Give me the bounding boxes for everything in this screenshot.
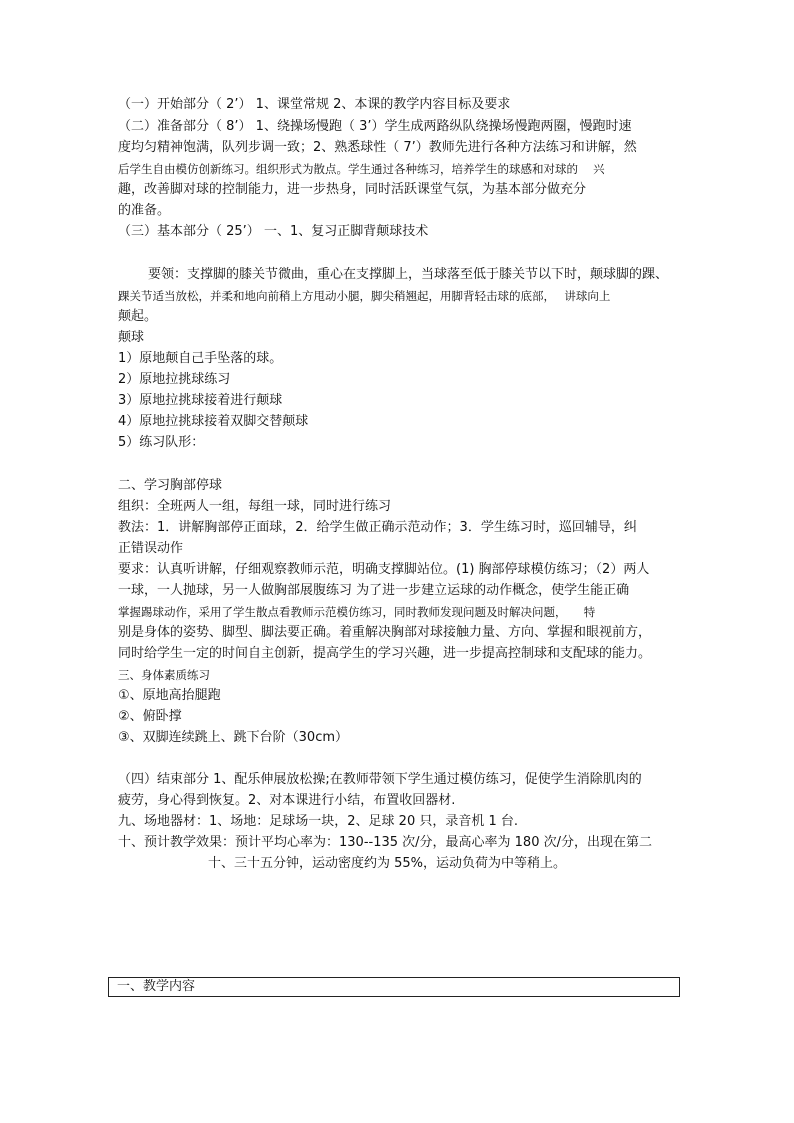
text-line: 十、三十五分钟，运动密度约为 55%，运动负荷为中等稍上。 — [208, 856, 567, 871]
list-item: 1）原地颠自己手坠落的球。 — [118, 351, 283, 366]
text-line: 教法：1．讲解胸部停正面球，2．给学生做正确示范动作；3．学生练习时，巡回辅导，纠 — [118, 520, 637, 535]
text-line: 一球，一人抛球，另一人做胸部展腹练习 为了进一步建立运球的动作概念，使学生能正确 — [118, 583, 630, 598]
text-line: 度均匀精神饱满，队列步调一致；2、熟悉球性（ 7’）教师先进行各种方法练习和讲解，然 — [118, 140, 637, 155]
text-line: 别是身体的姿势、脚型、脚法要正确。着重解决胸部对球接触力量、方向、掌握和眼视前方， — [118, 625, 652, 640]
text-line: 要领：支撑脚的膝关节微曲，重心在支撑脚上，当球落至低于膝关节以下时，颠球脚的踝、 — [148, 267, 669, 282]
text-line: 正错误动作 — [118, 541, 184, 556]
list-item: 3）原地拉挑球接着进行颠球 — [118, 393, 283, 408]
text-line: 十、预计教学效果：预计平均心率为：130--135 次/分，最高心率为 180 次/分，出现在第二 — [118, 835, 652, 850]
text-line: 疲劳，身心得到恢复。2、对本课进行小结，布置收回器材. — [118, 793, 456, 808]
text-line: 后学生自由模仿创新练习。组织形式为散点。学生通过各种练习，培养学生的球感和对球的 兴 — [118, 162, 605, 176]
text-line: 的准备。 — [118, 203, 171, 218]
text-line: 二、学习胸部停球 — [118, 478, 223, 493]
text-line: 同时给学生一定的时间自主创新，提高学生的学习兴趣，进一步提高控制球和支配球的能力。 — [118, 646, 652, 661]
list-item: ①、原地高抬腿跑 — [118, 688, 221, 703]
list-item: ③、双脚连续跳上、跳下台阶（30cm） — [118, 730, 349, 745]
table-header-label: 一、教学内容 — [117, 979, 196, 994]
text-line: （三）基本部分（ 25’） 一、1、复习正脚背颠球技术 — [118, 224, 429, 239]
text-line: 要求：认真听讲解，仔细观察教师示范，明确支撑脚站位。(1) 胸部停球模仿练习；（2）两人 — [118, 562, 650, 577]
text-line: 掌握踢球动作，采用了学生散点看教师示范模仿练习，同时教师发现问题及时解决问题， 特 — [118, 605, 596, 619]
list-item: 2）原地拉挑球练习 — [118, 372, 231, 387]
text-line: 组织：全班两人一组，每组一球，同时进行练习 — [118, 499, 392, 514]
text-line: 踝关节适当放松，并柔和地向前稍上方甩动小腿，脚尖稍翘起，用脚背轻击球的底部， 讲球向上 — [118, 289, 611, 303]
text-line: 趣，改善脚对球的控制能力，进一步热身，同时活跃课堂气氛，为基本部分做充分 — [118, 182, 587, 197]
list-item: 4）原地拉挑球接着双脚交替颠球 — [118, 414, 309, 429]
list-item: ②、俯卧撑 — [118, 709, 182, 724]
text-line: 九、场地器材：1、场地：足球场一块，2、足球 20 只，录音机 1 台. — [118, 814, 519, 829]
text-line: （二）准备部分（ 8’） 1、绕操场慢跑（ 3’）学生成两路纵队绕操场慢跑两圈，慢跑时速 — [118, 119, 632, 134]
text-line: （四）结束部分 1、配乐伸展放松操;在教师带领下学生通过模仿练习，促使学生消除肌肉的 — [118, 772, 642, 787]
text-line: 颠起。 — [118, 309, 158, 324]
list-item: 5）练习队形： — [118, 435, 205, 450]
text-line: 三、身体素质练习 — [118, 668, 210, 682]
text-line: 颠球 — [118, 330, 145, 345]
table-header-cell — [108, 977, 680, 997]
text-line: （一）开始部分（ 2’） 1、课堂常规 2、本课的教学内容目标及要求 — [118, 97, 511, 112]
